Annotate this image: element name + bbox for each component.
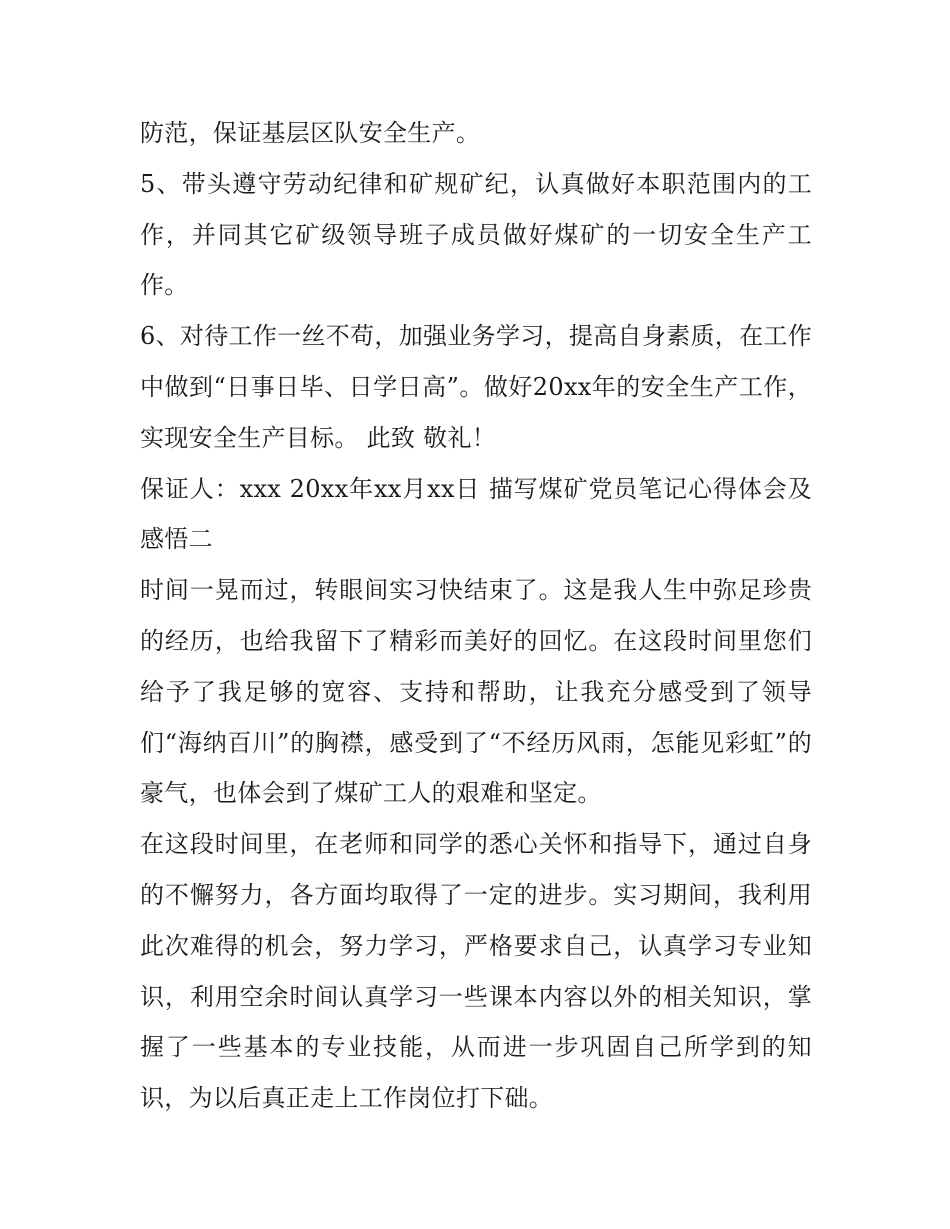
paragraph-item-5: 5、带头遵守劳动纪律和矿规矿纪，认真做好本职范围内的工作，并同其它矿级领导班子成员做好煤矿的一切安全生产工作。 <box>140 169 812 300</box>
document-body <box>140 108 812 1124</box>
paragraph-continuation: 防范，保证基层区队安全生产。 <box>140 119 481 147</box>
paragraph-internship-reflection: 时间一晃而过，转眼间实习快结束了。这是我人生中弥足珍贵的经历，也给我留下了精彩而美好的回忆。在这段时间里您们给予了我足够的宽容、支持和帮助，让我充分感受到了领导们“海纳百川”的胸襟，感受到了“不经历风雨，怎能见彩虹”的豪气，也体会到了煤矿工人的艰难和坚定。 <box>140 576 812 808</box>
paragraph-internship-progress: 在这段时间里，在老师和同学的悉心关怀和指导下，通过自身的不懈努力，各方面均取得了一定的进步。实习期间，我利用此次难得的机会，努力学习，严格要求自己，认真学习专业知识，利用空余时间认真学习一些课本内容以外的相关知识，掌握了一些基本的专业技能，从而进一步巩固自己所学到的知识，为以后真正走上工作岗位打下础。 <box>140 830 812 1113</box>
paragraph-item-6: 6、对待工作一丝不苟，加强业务学习，提高自身素质，在工作中做到“日事日毕、日学日高”。做好20xx年的安全生产工作，实现安全生产目标。 此致 敬礼！ <box>140 322 812 452</box>
paragraph-signature-and-heading: 保证人：xxx 20xx年xx月xx日 描写煤矿党员笔记心得体会及感悟二 <box>140 474 812 554</box>
